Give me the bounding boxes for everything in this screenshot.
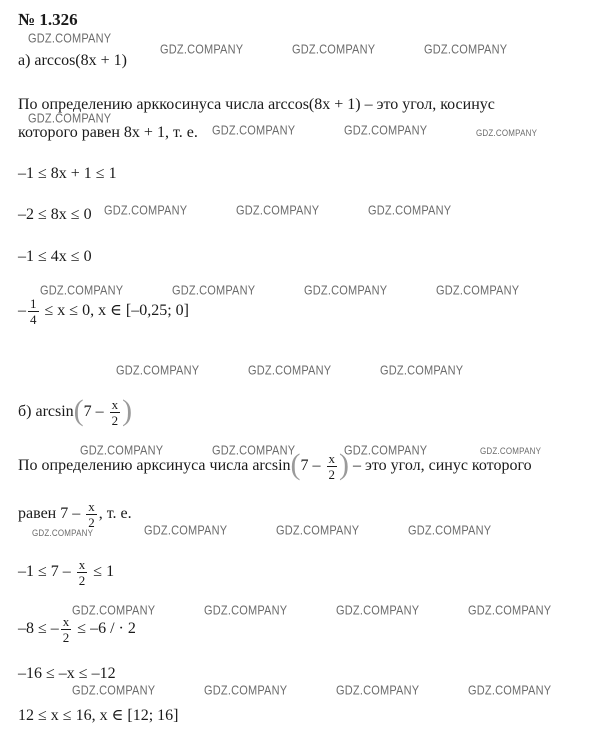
fraction-x-over-2 (110, 398, 121, 427)
fraction-denominator: 4 (30, 312, 37, 327)
part-a-definition-line2: которого равен 8x + 1, т. е. (18, 124, 198, 141)
fraction-x-over-2 (86, 500, 97, 529)
part-a-step1: –1 ≤ 8x + 1 ≤ 1 (18, 165, 117, 182)
watermark: GDZ.COMPANY (212, 444, 296, 458)
step-left: –1 ≤ 7 – (18, 563, 71, 581)
watermark: GDZ.COMPANY (160, 43, 244, 57)
watermark: GDZ.COMPANY (368, 204, 452, 218)
definition-text-end: , т. е. (98, 505, 132, 523)
part-b-heading-label: б) arcsin (18, 403, 74, 421)
watermark: GDZ.COMPANY (436, 284, 520, 298)
watermark: GDZ.COMPANY (476, 128, 538, 139)
watermark: GDZ.COMPANY (236, 204, 320, 218)
watermark: GDZ.COMPANY (424, 43, 508, 57)
part-a-definition-line1: По определению арккосинуса числа arccos(8x + 1) – это угол, косинус (18, 96, 495, 113)
watermark: GDZ.COMPANY (32, 528, 94, 539)
expr-left: 7 – (83, 403, 104, 421)
watermark: GDZ.COMPANY (144, 524, 228, 538)
part-b-definition-line2 (18, 500, 132, 529)
fraction-denominator: 2 (62, 630, 70, 645)
fraction-numerator: x (88, 499, 95, 514)
part-a-heading: а) arccos(8x + 1) (18, 52, 127, 69)
watermark: GDZ.COMPANY (204, 604, 288, 618)
expr-left: 7 – (300, 457, 321, 475)
watermark: GDZ.COMPANY (212, 124, 296, 138)
task-number: № 1.326 (18, 10, 78, 29)
watermark: GDZ.COMPANY (72, 604, 156, 618)
fraction-numerator: 1 (30, 296, 37, 311)
fraction-denominator: 2 (111, 413, 119, 428)
watermark: GDZ.COMPANY (304, 284, 388, 298)
watermark: GDZ.COMPANY (248, 364, 332, 378)
watermark: GDZ.COMPANY (344, 444, 428, 458)
fraction-x-over-2 (61, 615, 72, 644)
part-b-heading: б) arcsin(7 – $\frac{x}{2}$ ) (18, 393, 133, 428)
watermark: GDZ.COMPANY (80, 444, 164, 458)
part-b-step4: 12 ≤ x ≤ 16, x ∈ [12; 16] (18, 707, 179, 724)
watermark: GDZ.COMPANY (380, 364, 464, 378)
part-a-answer: ≤ x ≤ 0, x ∈ [–0,25; 0] (44, 302, 190, 320)
fraction-x-over-2 (327, 452, 338, 481)
step-right: ≤ –6 / · 2 (77, 620, 136, 638)
watermark: GDZ.COMPANY (468, 604, 552, 618)
watermark: GDZ.COMPANY (468, 684, 552, 698)
watermark: GDZ.COMPANY (336, 604, 420, 618)
fraction-denominator: 2 (88, 515, 95, 530)
watermark: GDZ.COMPANY (104, 204, 188, 218)
watermark: GDZ.COMPANY (172, 284, 256, 298)
part-b-step1 (18, 558, 114, 587)
definition-text: По определению арксинуса числа arcsin (18, 457, 291, 475)
fraction-numerator: x (62, 614, 70, 629)
part-b-step3: –16 ≤ –x ≤ –12 (18, 665, 116, 682)
watermark: GDZ.COMPANY (40, 284, 124, 298)
part-b-step2 (18, 615, 136, 644)
watermark: GDZ.COMPANY (72, 684, 156, 698)
part-a-step2: –2 ≤ 8x ≤ 0 (18, 206, 92, 223)
step-right: ≤ 1 (93, 563, 115, 581)
fraction-denominator: 2 (78, 573, 86, 588)
fraction-denominator: 2 (328, 467, 336, 482)
watermark: GDZ.COMPANY (336, 684, 420, 698)
fraction-x-over-2 (77, 558, 88, 587)
watermark: GDZ.COMPANY (28, 112, 112, 126)
watermark: GDZ.COMPANY (116, 364, 200, 378)
fraction-one-quarter (28, 297, 39, 326)
fraction-numerator: x (111, 397, 119, 412)
watermark: GDZ.COMPANY (204, 684, 288, 698)
fraction-numerator: x (328, 451, 336, 466)
watermark: GDZ.COMPANY (344, 124, 428, 138)
watermark: GDZ.COMPANY (276, 524, 360, 538)
step-left: –8 ≤ – (18, 620, 59, 638)
minus-sign: – (18, 302, 26, 320)
part-a-step4 (18, 297, 189, 326)
part-b-definition-line1: По определению арксинуса числа arcsin(7 – $\frac{x}{2}$ ) – это угол, синус которого (18, 447, 532, 482)
watermark: GDZ.COMPANY (408, 524, 492, 538)
part-a-step3: –1 ≤ 4x ≤ 0 (18, 248, 92, 265)
watermark: GDZ.COMPANY (28, 32, 112, 46)
watermark: GDZ.COMPANY (480, 446, 542, 457)
watermark: GDZ.COMPANY (292, 43, 376, 57)
fraction-numerator: x (78, 557, 86, 572)
definition-text: равен 7 – (18, 505, 81, 523)
definition-text-end: – это угол, синус которого (353, 457, 532, 475)
